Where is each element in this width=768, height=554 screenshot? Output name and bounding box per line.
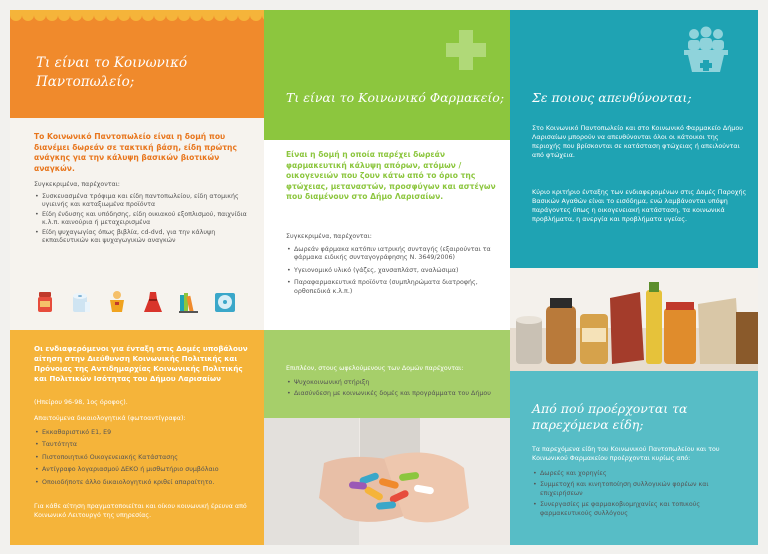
list-item: • Ταυτότητα xyxy=(34,441,248,449)
additional-services-list xyxy=(286,379,498,400)
list-item: • Δωρεάν φάρμακα κατόπιν ιατρικής συνταγής (εξαιρούνται τα φάρμακα ειδικής συνταγογράφησης Ν. 3649/2006) xyxy=(286,246,498,263)
grocery-application-block xyxy=(10,330,264,545)
list-item: • Είδη ένδυσης και υπόδησης, είδη οικιακού εξοπλισμού, παιχνίδια κ.λ.π. καινούρια ή μεταχειρισμένα xyxy=(34,211,248,228)
list-item: • Οποιοδήποτε άλλο δικαιολογητικό κριθεί απαραίτητο. xyxy=(34,479,248,487)
grocery-title: Τι είναι το Κοινωνικό Παντοπωλείο; xyxy=(36,55,188,90)
sources-block xyxy=(510,371,758,545)
pharmacy-title-block xyxy=(264,10,510,140)
list-item: • Παραφαρμακευτικά προϊόντα (συμπληρώματα διατροφής, ορθοπεδικά κ.λ.π.) xyxy=(286,279,498,296)
target-groups-title: Σε ποιους απευθύνονται; xyxy=(532,90,692,105)
food-photo xyxy=(510,268,758,371)
column-target-groups xyxy=(510,10,758,545)
column-social-pharmacy xyxy=(264,10,510,545)
pharmacy-provides-label: Συγκεκριμένα, παρέχονται: xyxy=(286,233,372,240)
pharmacy-cross-icon xyxy=(444,28,488,72)
social-research-note: Για κάθε αίτηση πραγματοποιείται και οίκου κοινωνική έρευνα από Κοινωνικό Λειτουργό της υπηρεσίας. xyxy=(34,503,247,520)
list-item: • Δωρεές και χορηγίες xyxy=(532,470,748,478)
target-groups-p1: Στο Κοινωνικό Παντοπωλείο και στο Κοινωνικό Φαρμακείο Δήμου Λαρισαίων μπορούν να απευθύνονται όλοι οι κάτοικοι της περιοχής που βρίσκονται σε κατάσταση φτώχειας ή απειλούνται από φτώχεια. xyxy=(532,124,743,160)
target-groups-p2: Κύριο κριτήριο ένταξης των ενδιαφερομένων στις Δομές Παροχής Βασικών Αγαθών είναι το εισόδημα, ενώ λαμβάνονται υπόψη παράγοντες όπως η οικογενειακή κατάσταση, τα κοινωνικά προβλήματα, η ανεργία και προβλήματα υγείας. xyxy=(532,188,747,224)
sources-list xyxy=(532,470,748,519)
cd-icon xyxy=(214,290,236,314)
pharmacy-items xyxy=(286,246,498,300)
documents-list xyxy=(34,429,248,491)
child-clothes-icon xyxy=(106,290,128,314)
people-basket-icon xyxy=(680,26,732,74)
pharmacy-info-block xyxy=(264,140,510,330)
list-item: • Συνεργασίες με φαρμακοβιομηχανίες και τοπικούς φαρμακευτικούς συλλόγους xyxy=(532,501,748,518)
grocery-provides-label: Συγκεκριμένα, παρέχονται: xyxy=(34,181,120,188)
application-lead: Οι ενδιαφερόμενοι για ένταξη στις Δομές υποβάλουν αίτηση στην Διεύθυνση Κοινωνικής Πολιτικής και Πρόνοιας της Αντιδημαρχίας Κοινωνικής Πολιτικής και Πολιτικών Ισότητας του Δήμου Λαρισαίων xyxy=(34,344,248,383)
list-item: • Υγειονομικό υλικό (γάζες, χανσαπλάστ, αναλώσιμα) xyxy=(286,267,498,275)
grocery-title-block xyxy=(10,10,264,118)
list-item: • Συσκευασμένα τρόφιμα και είδη παντοπωλείου, είδη ατομικής υγιεινής και καταξιωμένα προϊόντα xyxy=(34,193,248,210)
documents-label: Απαιτούμενα δικαιολογητικά (φωτοαντίγραφα): xyxy=(34,415,186,422)
pharmacy-lead: Είναι η δομή η οποία παρέχει δωρεάν φαρμακευτική κάλυψη απόρων, ατόμων /οικογενειών που ζουν κάτω από το όριο της φτώχειας, μεταναστών, προσφύγων και αστέγων που διαμένουν στο Δήμο Λαρισαίων. xyxy=(286,150,496,202)
sources-title: Από πού προέρχονται τα παρεχόμενα είδη; xyxy=(532,401,688,432)
grocery-lead: Το Κοινωνικό Παντοπωλείο είναι η δομή που διανέμει δωρεάν σε τακτική βάση, είδη πρώτης ανάγκης για την κάλυψη βασικών βιοτικών αναγκών. xyxy=(34,132,237,173)
sources-intro: Τα παρεχόμενα είδη του Κοινωνικού Παντοπωλείου και του Κοινωνικού Φαρμακείου προέρχονται κυρίως από: xyxy=(532,446,720,463)
list-item: • Εκκαθαριστικό Ε1, Ε9 xyxy=(34,429,248,437)
application-address: (Ηπείρου 96-98, 1ος όροφος). xyxy=(34,399,128,406)
list-item: • Αντίγραφο λογαριασμού ΔΕΚΟ ή μισθωτήριο συμβόλαιο xyxy=(34,466,248,474)
list-item: • Είδη ψυχαγωγίας όπως βιβλία, cd-dvd, για την κάλυψη εκπαιδευτικών και ψυχαγωγικών αναγκών xyxy=(34,229,248,246)
column-social-grocery xyxy=(10,10,264,545)
additional-services-block xyxy=(264,330,510,418)
grocery-icons xyxy=(34,290,236,314)
jar-icon xyxy=(34,290,56,314)
toilet-paper-icon xyxy=(70,290,92,314)
hands-with-pills-image xyxy=(264,418,510,545)
books-icon xyxy=(178,290,200,314)
list-item: • Πιστοποιητικό Οικογενειακής Κατάστασης xyxy=(34,454,248,462)
list-item: • Διασύνδεση με κοινωνικές δομές και προγράμματα του Δήμου xyxy=(286,390,498,398)
list-item: • Ψυχοκοινωνική στήριξη xyxy=(286,379,498,387)
list-item: • Συμμετοχή και κινητοποίηση συλλογικών φορέων και επιχειρήσεων xyxy=(532,481,748,498)
target-groups-block xyxy=(510,10,758,268)
additional-services-label: Επιπλέον, στους ωφελούμενους των Δομών παρέχονται: xyxy=(286,365,464,372)
pharmacy-title: Τι είναι το Κοινωνικό Φαρμακείο; xyxy=(286,90,505,105)
grocery-items xyxy=(34,193,248,246)
grocery-info-block xyxy=(10,118,264,330)
food-products-image xyxy=(510,268,758,371)
scallop-edge xyxy=(10,10,264,23)
dress-icon xyxy=(142,290,164,314)
brochure-sheet xyxy=(10,10,758,545)
pills-photo xyxy=(264,418,510,545)
